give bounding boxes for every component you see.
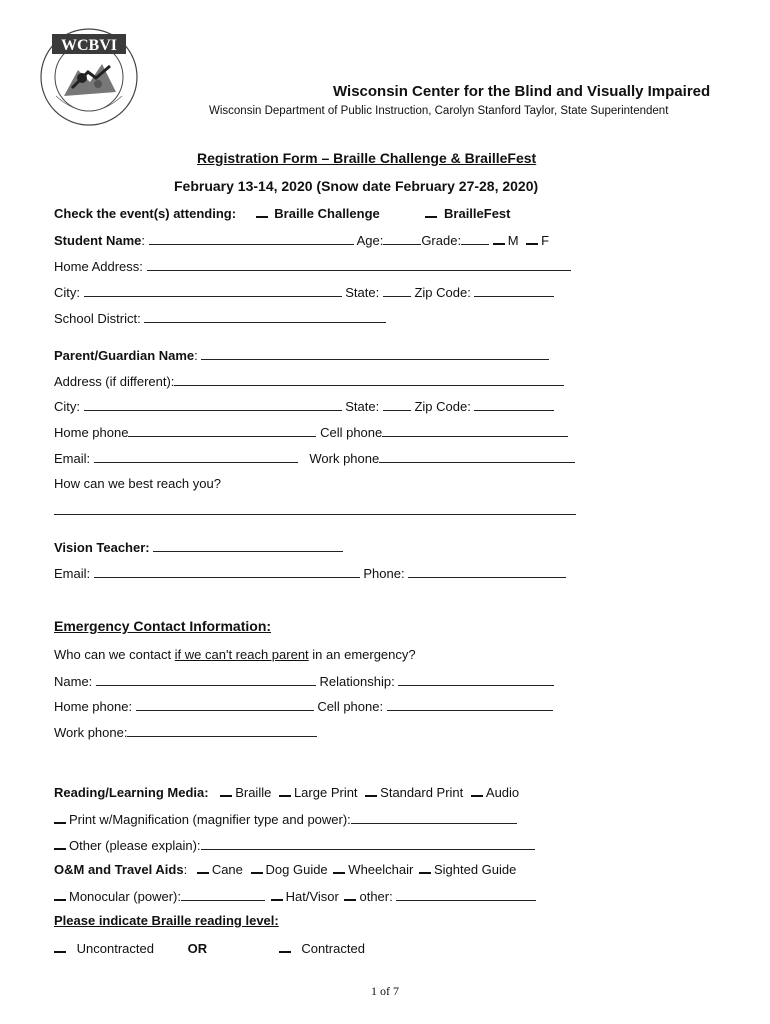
audio-label: Audio bbox=[485, 785, 520, 800]
grade-label: Grade: bbox=[421, 233, 462, 248]
reach-answer-field[interactable] bbox=[54, 514, 576, 515]
parent-state-field[interactable] bbox=[383, 398, 411, 411]
braillefest-label: BrailleFest bbox=[444, 206, 511, 221]
standard-print-checkbox[interactable] bbox=[365, 787, 377, 797]
parent-home-phone-field[interactable] bbox=[128, 424, 316, 437]
vision-email-label: Email: bbox=[54, 566, 91, 581]
braille-level-label: Please indicate Braille reading level: bbox=[54, 913, 279, 928]
emergency-name-label: Name: bbox=[54, 674, 93, 689]
media-label: Reading/Learning Media: bbox=[54, 785, 209, 800]
parent-state-label: State: bbox=[345, 399, 380, 414]
dog-guide-label: Dog Guide bbox=[265, 862, 328, 877]
vision-phone-label: Phone: bbox=[363, 566, 405, 581]
vision-email-field[interactable] bbox=[94, 565, 360, 578]
reach-question: How can we best reach you? bbox=[54, 476, 221, 491]
home-address-field[interactable] bbox=[147, 258, 571, 271]
parent-city-label: City: bbox=[54, 399, 80, 414]
emergency-home-phone-field[interactable] bbox=[136, 698, 314, 711]
school-district-label: School District: bbox=[54, 311, 141, 326]
print-magnification-field[interactable] bbox=[351, 811, 517, 824]
page-number: 1 of 7 bbox=[371, 984, 399, 998]
relationship-label: Relationship: bbox=[319, 674, 395, 689]
emergency-question-emphasis: if we can't reach parent bbox=[174, 647, 309, 662]
monocular-field[interactable] bbox=[181, 888, 265, 901]
parent-zip-label: Zip Code: bbox=[414, 399, 471, 414]
dept-line: Wisconsin Department of Public Instruction, Carolyn Stanford Taylor, State Superintendent bbox=[209, 105, 669, 117]
age-field[interactable] bbox=[383, 232, 421, 245]
large-print-label: Large Print bbox=[293, 785, 358, 800]
form-title: Registration Form – Braille Challenge & BrailleFest bbox=[197, 150, 537, 166]
braille-challenge-label: Braille Challenge bbox=[274, 206, 380, 221]
hat-visor-checkbox[interactable] bbox=[271, 891, 283, 901]
parent-city-field[interactable] bbox=[84, 398, 342, 411]
home-address-label: Home Address: bbox=[54, 259, 143, 274]
parent-email-label: Email: bbox=[54, 451, 91, 466]
contracted-checkbox[interactable] bbox=[279, 943, 291, 953]
monocular-checkbox[interactable] bbox=[54, 891, 66, 901]
parent-work-phone-field[interactable] bbox=[379, 450, 575, 463]
vision-teacher-field[interactable] bbox=[153, 539, 343, 552]
audio-checkbox[interactable] bbox=[471, 787, 483, 797]
male-checkbox[interactable] bbox=[493, 235, 505, 245]
parent-work-phone-label: Work phone bbox=[309, 451, 380, 466]
logo-text: WCBVI bbox=[60, 37, 118, 54]
uncontracted-label: Uncontracted bbox=[76, 941, 154, 956]
city-label: City: bbox=[54, 285, 80, 300]
parent-name-label: Parent/Guardian Name bbox=[54, 348, 195, 363]
colon: : bbox=[183, 862, 188, 877]
events-label: Check the event(s) attending: bbox=[54, 206, 237, 221]
contracted-label: Contracted bbox=[301, 941, 365, 956]
dog-guide-checkbox[interactable] bbox=[251, 864, 263, 874]
emergency-work-phone-field[interactable] bbox=[127, 724, 317, 737]
emergency-heading: Emergency Contact Information: bbox=[54, 618, 272, 634]
male-label: M bbox=[507, 233, 519, 248]
parent-cell-phone-field[interactable] bbox=[382, 424, 568, 437]
parent-email-field[interactable] bbox=[94, 450, 298, 463]
wcbvi-logo bbox=[38, 26, 140, 128]
relationship-field[interactable] bbox=[398, 673, 554, 686]
state-label: State: bbox=[345, 285, 380, 300]
form-dates: February 13-14, 2020 (Snow date February 27-28, 2020) bbox=[174, 178, 539, 194]
emergency-work-phone-label: Work phone: bbox=[54, 725, 128, 740]
braille-label: Braille bbox=[235, 785, 272, 800]
emergency-name-field[interactable] bbox=[96, 673, 316, 686]
female-label: F bbox=[541, 233, 550, 248]
state-field[interactable] bbox=[383, 284, 411, 297]
other-media-checkbox[interactable] bbox=[54, 840, 66, 850]
or-label: OR bbox=[187, 941, 208, 956]
parent-name-field[interactable] bbox=[201, 347, 549, 360]
female-checkbox[interactable] bbox=[526, 235, 538, 245]
student-name-field[interactable] bbox=[149, 232, 354, 245]
vision-phone-field[interactable] bbox=[408, 565, 566, 578]
emergency-question-end: in an emergency? bbox=[308, 647, 416, 662]
emergency-cell-phone-label: Cell phone: bbox=[317, 699, 384, 714]
sighted-guide-checkbox[interactable] bbox=[419, 864, 431, 874]
other-media-label: Other (please explain): bbox=[69, 838, 201, 853]
braille-challenge-checkbox[interactable] bbox=[256, 208, 268, 218]
other-aid-field[interactable] bbox=[396, 888, 536, 901]
standard-print-label: Standard Print bbox=[380, 785, 464, 800]
hat-visor-label: Hat/Visor bbox=[285, 889, 339, 904]
zip-label: Zip Code: bbox=[414, 285, 471, 300]
braille-checkbox[interactable] bbox=[220, 787, 232, 797]
colon: : bbox=[194, 348, 198, 363]
parent-home-phone-label: Home phone bbox=[54, 425, 129, 440]
other-media-field[interactable] bbox=[201, 837, 535, 850]
student-name-label: Student Name bbox=[54, 233, 142, 248]
print-magnification-checkbox[interactable] bbox=[54, 814, 66, 824]
school-district-field[interactable] bbox=[144, 310, 386, 323]
uncontracted-checkbox[interactable] bbox=[54, 943, 66, 953]
om-label: O&M and Travel Aids bbox=[54, 862, 184, 877]
emergency-question: Who can we contact bbox=[54, 647, 175, 662]
wheelchair-checkbox[interactable] bbox=[333, 864, 345, 874]
cane-checkbox[interactable] bbox=[197, 864, 209, 874]
colon: : bbox=[141, 233, 146, 248]
zip-field[interactable] bbox=[474, 284, 554, 297]
emergency-home-phone-label: Home phone: bbox=[54, 699, 133, 714]
parent-zip-field[interactable] bbox=[474, 398, 554, 411]
parent-address-field[interactable] bbox=[174, 373, 564, 386]
cane-label: Cane bbox=[211, 862, 243, 877]
age-label: Age: bbox=[356, 233, 384, 248]
parent-cell-phone-label: Cell phone bbox=[320, 425, 383, 440]
city-field[interactable] bbox=[84, 284, 342, 297]
vision-teacher-label: Vision Teacher: bbox=[54, 540, 150, 555]
grade-field[interactable] bbox=[461, 232, 489, 245]
monocular-label: Monocular (power): bbox=[69, 889, 181, 904]
org-name: Wisconsin Center for the Blind and Visually Impaired bbox=[333, 83, 711, 100]
parent-address-label: Address (if different): bbox=[54, 374, 175, 389]
print-magnification-label: Print w/Magnification (magnifier type and power): bbox=[69, 812, 351, 827]
large-print-checkbox[interactable] bbox=[279, 787, 291, 797]
sighted-guide-label: Sighted Guide bbox=[433, 862, 517, 877]
wheelchair-label: Wheelchair bbox=[348, 862, 414, 877]
braillefest-checkbox[interactable] bbox=[425, 208, 437, 218]
other-aid-checkbox[interactable] bbox=[344, 891, 356, 901]
other-aid-label: other: bbox=[359, 889, 393, 904]
emergency-cell-phone-field[interactable] bbox=[387, 698, 553, 711]
